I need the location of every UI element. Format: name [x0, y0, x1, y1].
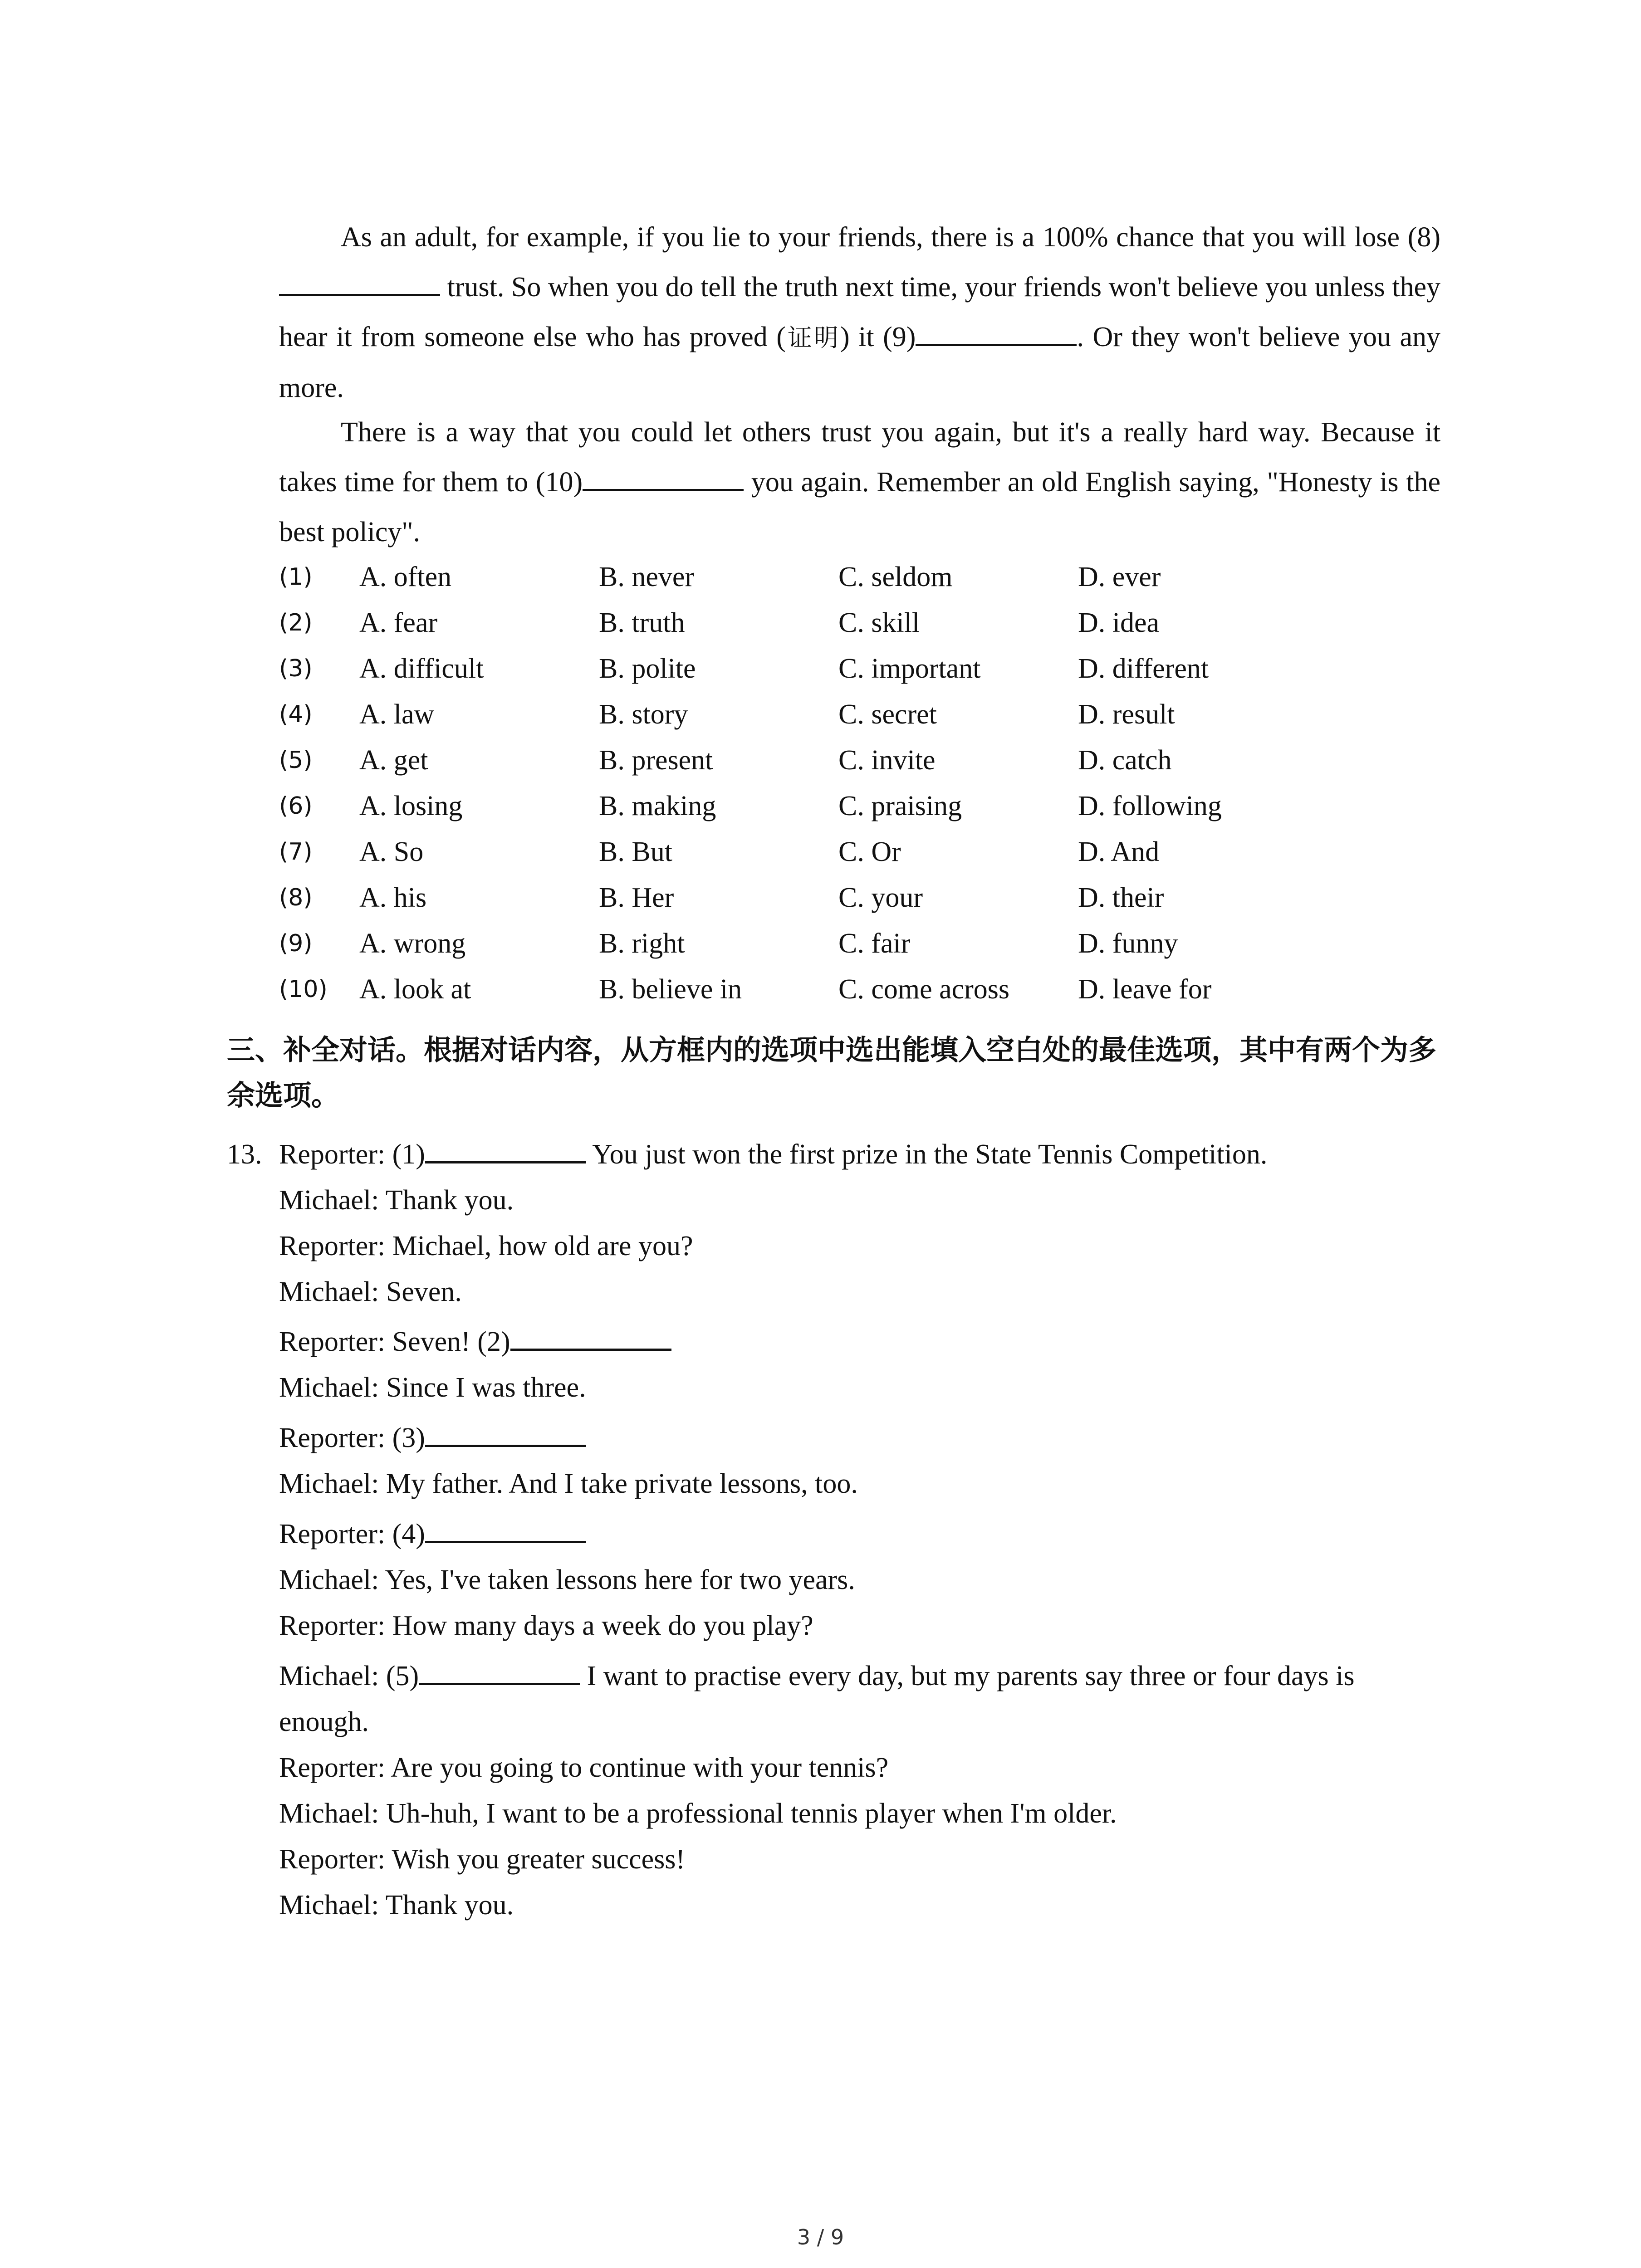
option-a[interactable]: A. losing — [359, 791, 463, 821]
passage-text: As an adult, for example, if you lie to your friends, there is a 100% chance that you will lose (8) — [341, 222, 1440, 253]
question-number: (7) — [279, 838, 313, 865]
answer-blank-3[interactable] — [425, 1418, 586, 1447]
passage-text: ) it (9) — [840, 322, 916, 352]
option-d[interactable]: D. catch — [1078, 745, 1172, 776]
dialogue-line: Michael: My father. And I take private lessons, too. — [279, 1468, 858, 1499]
option-a[interactable]: A. look at — [359, 974, 471, 1005]
dialogue-line: Michael: Thank you. — [279, 1890, 514, 1921]
option-c[interactable]: C. important — [838, 653, 981, 684]
option-a[interactable]: A. difficult — [359, 653, 484, 684]
option-d[interactable]: D. idea — [1078, 607, 1160, 638]
question-number: (3) — [279, 655, 313, 682]
passage-text: . Or they won't believe you any more. — [279, 322, 1440, 403]
dialogue-line: Reporter: Wish you greater success! — [279, 1844, 686, 1875]
answer-blank-9[interactable] — [916, 318, 1077, 346]
option-a[interactable]: A. fear — [359, 607, 438, 638]
option-a[interactable]: A. So — [359, 836, 424, 867]
line-text: Reporter: (3) — [279, 1422, 425, 1453]
line-text: Reporter: (1) — [279, 1139, 425, 1170]
question-number-13: 13. — [227, 1139, 262, 1170]
question-number: (6) — [279, 792, 313, 820]
option-d[interactable]: D. following — [1078, 791, 1222, 821]
option-b[interactable]: B. present — [599, 745, 713, 776]
dialogue-line — [279, 1653, 1355, 1699]
page-number: 3 / 9 — [797, 2225, 844, 2249]
line-text: I want to practise every day, but my parents say three or four days is — [580, 1661, 1355, 1691]
option-d[interactable]: D. leave for — [1078, 974, 1212, 1005]
answer-blank-10[interactable] — [583, 463, 744, 491]
option-d[interactable]: D. their — [1078, 882, 1164, 913]
dialogue-line: Michael: Thank you. — [279, 1185, 514, 1216]
option-d[interactable]: D. different — [1078, 653, 1209, 684]
option-b[interactable]: B. But — [599, 836, 672, 867]
option-c[interactable]: C. skill — [838, 607, 920, 638]
question-number: (5) — [279, 747, 313, 774]
option-d[interactable]: D. And — [1078, 836, 1160, 867]
option-c[interactable]: C. come across — [838, 974, 1010, 1005]
question-number: (2) — [279, 609, 313, 636]
dialogue-line: Reporter: Are you going to continue with your tennis? — [279, 1752, 889, 1783]
dialogue-line: Michael: Since I was three. — [279, 1372, 586, 1403]
dialogue-line: enough. — [279, 1706, 369, 1737]
dialogue-line: Reporter: Michael, how old are you? — [279, 1231, 693, 1261]
answer-blank-5[interactable] — [419, 1657, 580, 1685]
dialogue-line: Michael: Uh-huh, I want to be a professional tennis player when I'm older. — [279, 1798, 1117, 1829]
option-a[interactable]: A. often — [359, 562, 452, 592]
option-c[interactable]: C. fair — [838, 928, 911, 959]
option-d[interactable]: D. ever — [1078, 562, 1161, 592]
option-c[interactable]: C. your — [838, 882, 923, 913]
question-number: (9) — [279, 930, 313, 957]
dialogue-line — [279, 1511, 586, 1557]
option-a[interactable]: A. law — [359, 699, 435, 730]
option-b[interactable]: B. polite — [599, 653, 696, 684]
answer-blank-4[interactable] — [425, 1515, 586, 1543]
dialogue-line: Michael: Seven. — [279, 1276, 462, 1307]
option-b[interactable]: B. truth — [599, 607, 685, 638]
passage-paragraph-1 — [279, 212, 1440, 413]
question-number: (1) — [279, 563, 313, 591]
line-text: Reporter: Seven! (2) — [279, 1326, 510, 1357]
option-d[interactable]: D. funny — [1078, 928, 1178, 959]
dialogue-line: Reporter: How many days a week do you play? — [279, 1610, 813, 1641]
option-a[interactable]: A. wrong — [359, 928, 466, 959]
option-b[interactable]: B. right — [599, 928, 685, 959]
line-text: Reporter: (4) — [279, 1519, 425, 1549]
answer-blank-8[interactable] — [279, 268, 440, 296]
option-b[interactable]: B. believe in — [599, 974, 742, 1005]
option-a[interactable]: A. get — [359, 745, 428, 776]
chinese-gloss: 证明 — [785, 323, 840, 352]
answer-blank-2[interactable] — [510, 1322, 671, 1351]
passage-text: There is a way that you could let others trust you again, but it's a really hard way. Because it takes time for them to (10) — [279, 417, 1440, 498]
option-c[interactable]: C. seldom — [838, 562, 953, 592]
dialogue-line — [279, 1415, 586, 1461]
question-number: (4) — [279, 701, 313, 728]
question-number: (8) — [279, 884, 313, 911]
question-number: (10) — [279, 976, 328, 1003]
dialogue-line: Michael: Yes, I've taken lessons here for two years. — [279, 1564, 855, 1595]
option-b[interactable]: B. story — [599, 699, 688, 730]
option-b[interactable]: B. making — [599, 791, 716, 821]
passage-text: trust. So when you do tell the truth next time, your friends won't believe you unless they hear it from someone else who has proved ( — [279, 272, 1440, 352]
option-c[interactable]: C. invite — [838, 745, 936, 776]
line-text: Michael: (5) — [279, 1661, 419, 1691]
option-b[interactable]: B. Her — [599, 882, 674, 913]
option-c[interactable]: C. praising — [838, 791, 962, 821]
section-heading: 三、补全对话。根据对话内容，从方框内的选项中选出能填入空白处的最佳选项，其中有两个为多余选项。 — [227, 1033, 1437, 1112]
passage-paragraph-2 — [279, 407, 1440, 557]
option-c[interactable]: C. Or — [838, 836, 901, 867]
answer-blank-1[interactable] — [425, 1135, 586, 1163]
passage-text: you again. Remember an old English saying, "Honesty is the best policy". — [279, 467, 1441, 547]
option-c[interactable]: C. secret — [838, 699, 937, 730]
line-text: You just won the first prize in the State Tennis Competition. — [586, 1139, 1268, 1170]
option-d[interactable]: D. result — [1078, 699, 1175, 730]
dialogue-line — [279, 1319, 671, 1364]
option-b[interactable]: B. never — [599, 562, 695, 592]
dialogue-line — [279, 1132, 1267, 1177]
option-a[interactable]: A. his — [359, 882, 427, 913]
